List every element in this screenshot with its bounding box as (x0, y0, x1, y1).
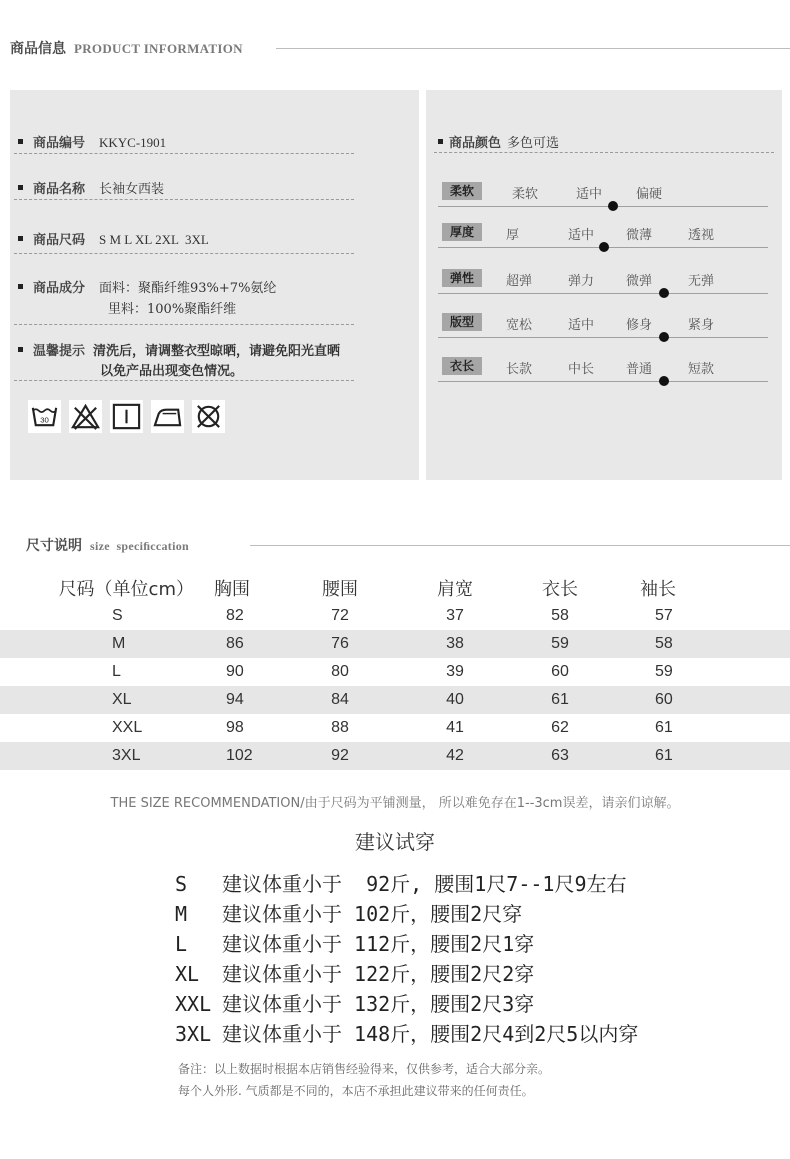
product-code-value: KKYC-1901 (99, 135, 167, 150)
table-cell: 62 (510, 714, 610, 742)
material-line1: 面料：聚酯纤维93%+7%氨纶 (99, 281, 277, 296)
table-row (0, 686, 790, 714)
attribute-option: 中长 (568, 362, 595, 377)
care-tip-label: 温馨提示 (33, 344, 86, 359)
table-cell: 58 (610, 630, 722, 658)
size-table (0, 573, 790, 770)
attribute-option: 无弹 (688, 274, 715, 289)
recommendation-size: S (175, 872, 188, 896)
recommendation-row (175, 958, 534, 987)
attribute-option: 超弹 (506, 274, 533, 289)
recommendation-text: 建议体重小于 112斤，腰围2尺1穿 (222, 932, 535, 956)
attribute-label: 柔软 (442, 182, 482, 200)
header-divider (250, 545, 790, 546)
attribute-label: 衣长 (442, 357, 482, 375)
table-cell: 3XL (0, 742, 200, 770)
size-spec-header (26, 535, 189, 555)
table-cell: 40 (400, 686, 510, 714)
material-label: 商品成分 (33, 281, 86, 296)
table-row (0, 714, 790, 742)
size-note: THE SIZE RECOMMENDATION/由于尺码为平铺测量， 所以难免存在1--3cm误差，请亲们谅解。 (110, 796, 680, 811)
divider (14, 380, 354, 381)
table-cell: 63 (510, 742, 610, 770)
attribute-row (438, 357, 768, 383)
table-cell: 84 (280, 686, 400, 714)
attribute-option: 紧身 (688, 318, 715, 333)
recommendation-row (175, 988, 534, 1017)
attribute-indicator (608, 201, 618, 211)
footnote-line1: 备注：以上数据时根据本店销售经验得来，仅供参考，适合大部分亲。 (178, 1062, 551, 1076)
table-cell: M (0, 630, 200, 658)
table-cell: 94 (200, 686, 280, 714)
table-row (0, 630, 790, 658)
attribute-option: 适中 (568, 228, 595, 243)
footnote-line2: 每个人外形. 气质都是不同的，本店不承担此建议带来的任何责任。 (178, 1084, 534, 1098)
table-cell: L (0, 658, 200, 686)
recommendation-text: 建议体重小于 122斤，腰围2尺2穿 (222, 962, 535, 986)
table-cell: 98 (200, 714, 280, 742)
table-cell: 37 (400, 602, 510, 630)
recommendation-text: 建议体重小于 92斤, 腰围1尺7--1尺9左右 (222, 872, 627, 896)
attribute-indicator (599, 242, 609, 252)
iron-icon (151, 400, 184, 433)
attribute-label: 厚度 (442, 223, 482, 241)
table-cell: 41 (400, 714, 510, 742)
attribute-indicator (659, 332, 669, 342)
attribute-scale-line (438, 381, 768, 382)
attribute-indicator (659, 288, 669, 298)
care-tip-row (18, 340, 340, 359)
divider (434, 152, 774, 153)
attribute-label: 版型 (442, 313, 482, 331)
no-bleach-icon (69, 400, 102, 433)
recommendation-size: 3XL (175, 1022, 212, 1046)
material-row (18, 277, 276, 296)
wash-temp-label: 30 (40, 415, 49, 425)
attribute-option: 微薄 (626, 228, 653, 243)
attribute-scale-line (438, 337, 768, 338)
product-size-row (18, 229, 209, 248)
table-cell: 90 (200, 658, 280, 686)
color-row (438, 132, 559, 151)
recommendation-row (175, 898, 522, 927)
recommendation-size: XL (175, 962, 200, 986)
divider (14, 324, 354, 325)
table-cell: XL (0, 686, 200, 714)
bullet-icon (438, 139, 443, 144)
table-cell: 38 (400, 630, 510, 658)
attribute-option: 普通 (626, 362, 653, 377)
table-cell-spacer (722, 658, 790, 686)
size-spec-title-cn: 尺寸说明 (26, 538, 82, 554)
attribute-option: 短款 (688, 362, 715, 377)
table-cell: 102 (200, 742, 280, 770)
column-header: 尺码（单位cm） (0, 573, 200, 602)
attribute-option: 厚 (506, 228, 520, 243)
product-size-label: 商品尺码 (33, 233, 86, 248)
care-tip-line1: 清洗后，请调整衣型晾晒，请避免阳光直晒 (93, 344, 341, 359)
column-header: 胸围 (200, 573, 280, 602)
attribute-option: 适中 (568, 318, 595, 333)
attribute-option: 适中 (576, 187, 603, 202)
attribute-option: 长款 (506, 362, 533, 377)
table-cell: 92 (280, 742, 400, 770)
recommendation-row (175, 868, 627, 897)
product-info-title-cn: 商品信息 (10, 41, 66, 57)
table-cell: 39 (400, 658, 510, 686)
divider (14, 199, 354, 200)
care-tip-line2: 以免产品出现变色情况。 (100, 364, 244, 379)
table-cell: 61 (510, 686, 610, 714)
product-size-value: S M L XL 2XL 3XL (99, 232, 209, 247)
table-cell: 59 (510, 630, 610, 658)
table-cell: S (0, 602, 200, 630)
attribute-option: 宽松 (506, 318, 533, 333)
attribute-option: 柔软 (512, 187, 539, 202)
product-name-row (18, 178, 164, 197)
table-cell-spacer (722, 630, 790, 658)
recommendation-text: 建议体重小于 102斤，腰围2尺穿 (222, 902, 523, 926)
bullet-icon (18, 139, 23, 144)
product-code-row (18, 132, 166, 151)
attribute-indicator (659, 376, 669, 386)
recommend-title: 建议试穿 (355, 830, 435, 854)
attribute-row (438, 182, 768, 208)
table-cell: 72 (280, 602, 400, 630)
table-cell: 59 (610, 658, 722, 686)
attribute-option: 弹力 (568, 274, 595, 289)
attribute-row (438, 269, 768, 295)
table-cell-spacer (722, 686, 790, 714)
size-table-header (0, 573, 790, 602)
recommendation-text: 建议体重小于 132斤，腰围2尺3穿 (222, 992, 535, 1016)
product-name-value: 长袖女西装 (99, 182, 165, 197)
attribute-scale-line (438, 206, 768, 207)
color-value: 多色可选 (507, 136, 560, 151)
table-cell: 88 (280, 714, 400, 742)
attribute-option: 微弹 (626, 274, 653, 289)
table-cell: 76 (280, 630, 400, 658)
attribute-row (438, 223, 768, 249)
table-cell: 82 (200, 602, 280, 630)
color-label: 商品颜色 (449, 136, 502, 151)
table-cell: 80 (280, 658, 400, 686)
table-cell: 57 (610, 602, 722, 630)
divider (14, 253, 354, 254)
table-row (0, 742, 790, 770)
recommendation-row (175, 1018, 638, 1047)
bullet-icon (18, 185, 23, 190)
bullet-icon (18, 236, 23, 241)
column-header: 肩宽 (400, 573, 510, 602)
product-info-title-en: PRODUCT INFORMATION (74, 41, 243, 56)
divider (14, 153, 354, 154)
recommendation-text: 建议体重小于 148斤，腰围2尺4到2尺5以内穿 (222, 1022, 639, 1046)
wash-30-icon (28, 400, 61, 433)
attribute-option: 修身 (626, 318, 653, 333)
table-cell-spacer (722, 742, 790, 770)
table-row (0, 602, 790, 630)
attribute-option: 偏硬 (636, 187, 663, 202)
attribute-row (438, 313, 768, 339)
table-cell: 86 (200, 630, 280, 658)
product-code-label: 商品编号 (33, 136, 86, 151)
column-header: 衣长 (510, 573, 610, 602)
table-cell: 61 (610, 714, 722, 742)
table-cell: 60 (510, 658, 610, 686)
recommendation-size: L (175, 932, 188, 956)
table-row (0, 658, 790, 686)
product-info-header (10, 38, 243, 58)
bullet-icon (18, 347, 23, 352)
table-cell-spacer (722, 602, 790, 630)
table-cell: 58 (510, 602, 610, 630)
care-icons (28, 400, 225, 433)
recommendation-size: M (175, 902, 188, 926)
table-cell: 42 (400, 742, 510, 770)
column-header: 腰围 (280, 573, 400, 602)
column-header-spacer (722, 573, 790, 602)
recommendation-size: XXL (175, 992, 212, 1016)
size-spec-title-en: size speciﬁccation (90, 539, 190, 553)
table-cell: 61 (610, 742, 722, 770)
recommendation-row (175, 928, 534, 957)
tumble-dry-icon (110, 400, 143, 433)
table-cell-spacer (722, 714, 790, 742)
product-name-label: 商品名称 (33, 182, 86, 197)
column-header: 袖长 (610, 573, 722, 602)
attribute-option: 透视 (688, 228, 715, 243)
header-divider (276, 48, 790, 49)
table-cell: XXL (0, 714, 200, 742)
attribute-scale-line (438, 293, 768, 294)
bullet-icon (18, 284, 23, 289)
no-dry-clean-icon (192, 400, 225, 433)
attribute-label: 弹性 (442, 269, 482, 287)
material-line2: 里料：100%聚酯纤维 (108, 302, 237, 317)
table-cell: 60 (610, 686, 722, 714)
